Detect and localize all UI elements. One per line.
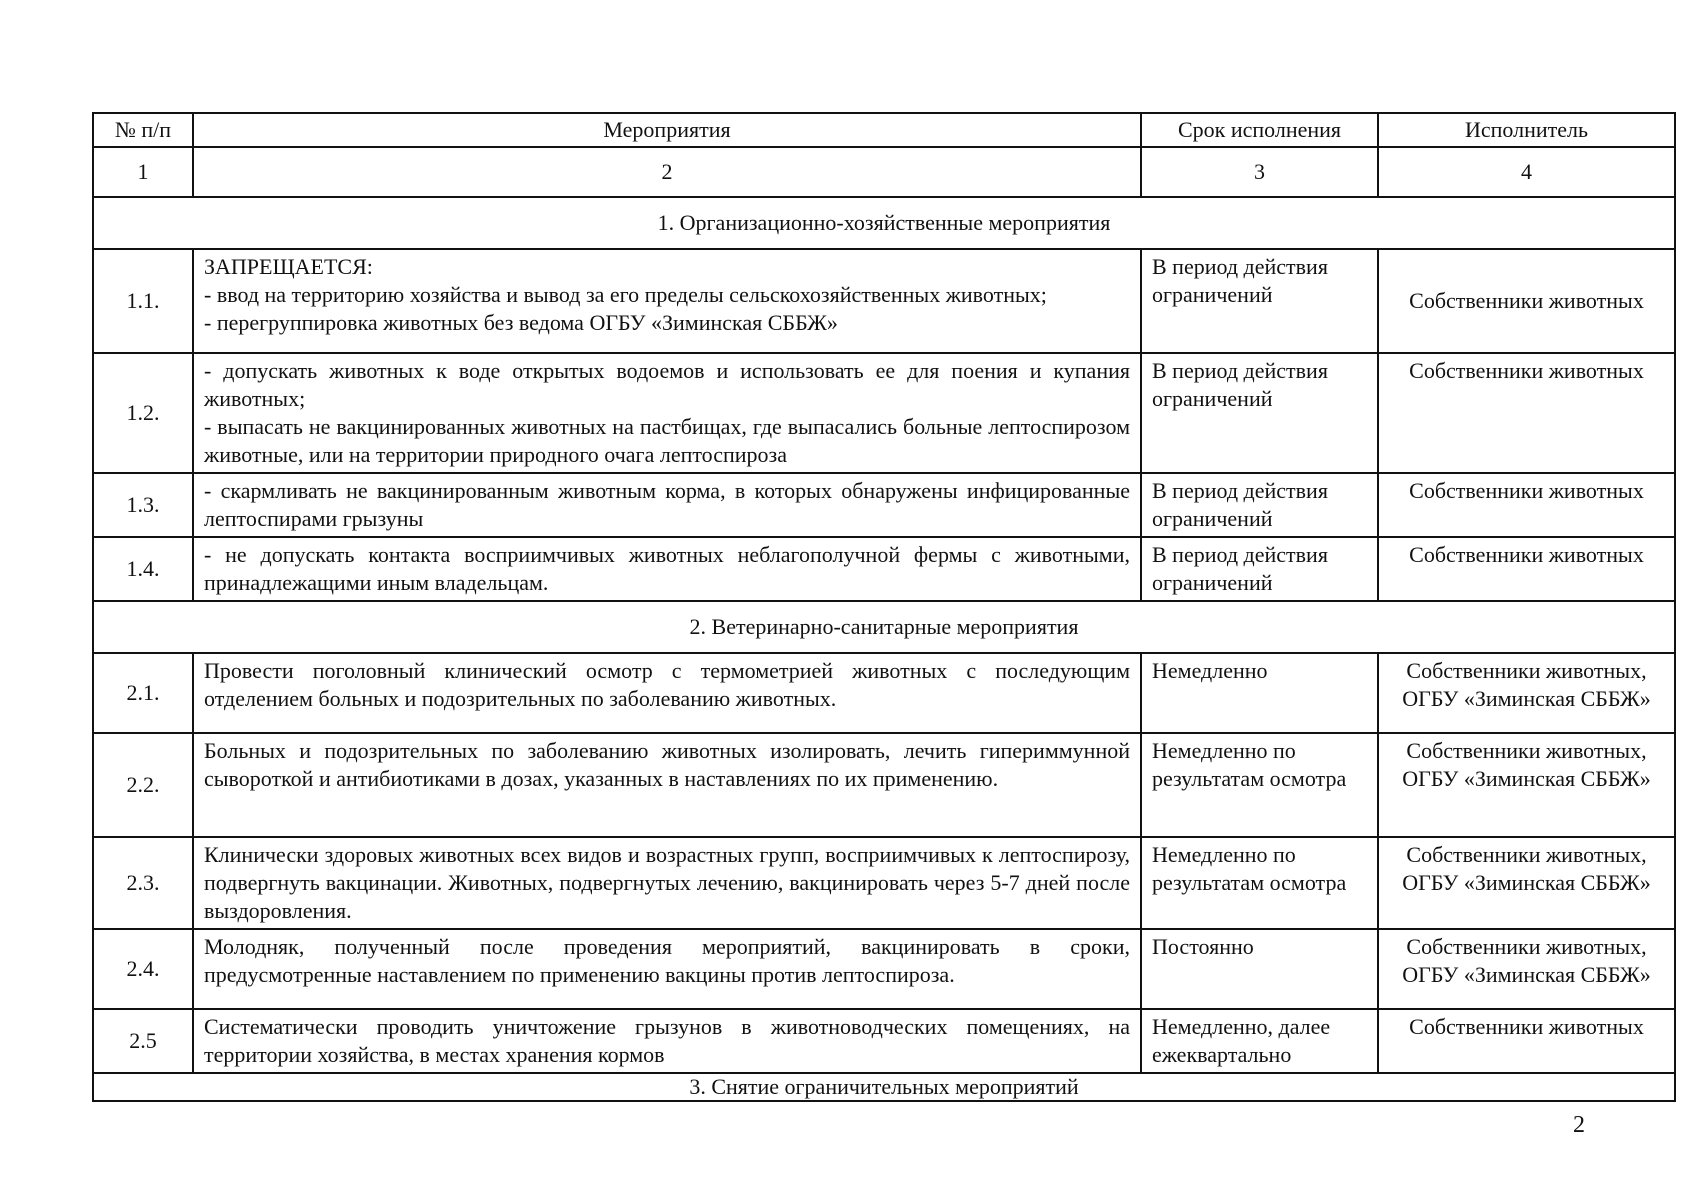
header-row <box>93 113 1675 147</box>
term-cell: Немедленно по результатам осмотра <box>1141 837 1378 929</box>
executor-cell: Собственники животных, ОГБУ «Зиминская СББЖ» <box>1378 653 1675 733</box>
measure-line: Клинически здоровых животных всех видов и возрастных групп, восприимчивых к лептоспирозу, подвергнуть вакцинации. Животных, подвергнутых лечению, вакцинировать через 5-7 дней после выздоровления. <box>204 842 1130 923</box>
table-body <box>93 113 1675 1101</box>
row-number: 1.4. <box>93 537 193 601</box>
row-number: 2.2. <box>93 733 193 837</box>
header-executor: Исполнитель <box>1378 113 1675 147</box>
row-number: 2.4. <box>93 929 193 1009</box>
measure-line: - скармливать не вакцинированным животным корма, в которых обнаружены инфицированные лептоспирами грызуны <box>204 478 1130 531</box>
section-row <box>93 197 1675 249</box>
table-row <box>93 653 1675 733</box>
row-number: 1.1. <box>93 249 193 353</box>
term-cell: Постоянно <box>1141 929 1378 1009</box>
column-number-3: 3 <box>1141 147 1378 197</box>
term-cell: В период действия ограничений <box>1141 473 1378 537</box>
column-number-1: 1 <box>93 147 193 197</box>
table-row <box>93 249 1675 353</box>
header-term: Срок исполнения <box>1141 113 1378 147</box>
measures-table <box>92 112 1676 1102</box>
header-number: № п/п <box>93 113 193 147</box>
table-row <box>93 473 1675 537</box>
table-row <box>93 537 1675 601</box>
executor-cell: Собственники животных <box>1378 537 1675 601</box>
measure-line: - выпасать не вакцинированных животных на пастбищах, где выпасались больные лептоспирозом животные, или на территории природного очага лептоспироза <box>204 414 1130 467</box>
page-number: 2 <box>1573 1112 1585 1138</box>
executor-cell: Собственники животных, ОГБУ «Зиминская СББЖ» <box>1378 733 1675 837</box>
term-cell: Немедленно, далее ежеквартально <box>1141 1009 1378 1073</box>
row-number: 1.3. <box>93 473 193 537</box>
row-number: 2.5 <box>93 1009 193 1073</box>
measure-line: ЗАПРЕЩАЕТСЯ: <box>204 254 373 279</box>
section-row <box>93 1073 1675 1101</box>
term-cell: В период действия ограничений <box>1141 537 1378 601</box>
term-cell: Немедленно <box>1141 653 1378 733</box>
measure-text <box>193 473 1141 537</box>
row-number: 2.1. <box>93 653 193 733</box>
section-title: 3. Снятие ограничительных мероприятий <box>93 1073 1675 1101</box>
table-row <box>93 837 1675 929</box>
column-number-2: 2 <box>193 147 1141 197</box>
executor-cell: Собственники животных <box>1378 353 1675 473</box>
measure-line: Больных и подозрительных по заболеванию животных изолировать, лечить гипериммунной сывороткой и антибиотиками в дозах, указанных в наставлениях по их применению. <box>204 738 1130 791</box>
measure-text <box>193 929 1141 1009</box>
measure-text <box>193 537 1141 601</box>
executor-cell: Собственники животных <box>1378 1009 1675 1073</box>
measure-line: - допускать животных к воде открытых водоемов и использовать ее для поения и купания животных; <box>204 358 1130 411</box>
measure-line: Провести поголовный клинический осмотр с термометрией животных с последующим отделением больных и подозрительных по заболеванию животных. <box>204 658 1130 711</box>
table-row <box>93 733 1675 837</box>
measure-text <box>193 733 1141 837</box>
section-row <box>93 601 1675 653</box>
executor-cell: Собственники животных <box>1378 249 1675 353</box>
header-measures: Мероприятия <box>193 113 1141 147</box>
table-row <box>93 929 1675 1009</box>
measure-line: - не допускать контакта восприимчивых животных неблагополучной фермы с животными, принадлежащими иным владельцам. <box>204 542 1130 595</box>
term-cell: В период действия ограничений <box>1141 353 1378 473</box>
section-title: 2. Ветеринарно-санитарные мероприятия <box>93 601 1675 653</box>
measure-line: - перегруппировка животных без ведома ОГБУ «Зиминская СББЖ» <box>204 310 838 335</box>
row-number: 1.2. <box>93 353 193 473</box>
section-title: 1. Организационно-хозяйственные мероприятия <box>93 197 1675 249</box>
executor-cell: Собственники животных, ОГБУ «Зиминская СББЖ» <box>1378 837 1675 929</box>
executor-cell: Собственники животных, ОГБУ «Зиминская СББЖ» <box>1378 929 1675 1009</box>
measure-line: Молодняк, полученный после проведения мероприятий, вакцинировать в сроки, предусмотренные наставлением по применению вакцины против лептоспироза. <box>204 934 1130 987</box>
column-number-4: 4 <box>1378 147 1675 197</box>
measure-line: Систематически проводить уничтожение грызунов в животноводческих помещениях, на территории хозяйства, в местах хранения кормов <box>204 1014 1130 1067</box>
table-row <box>93 1009 1675 1073</box>
measure-text <box>193 353 1141 473</box>
measure-text <box>193 249 1141 353</box>
measure-text <box>193 837 1141 929</box>
executor-cell: Собственники животных <box>1378 473 1675 537</box>
term-cell: Немедленно по результатам осмотра <box>1141 733 1378 837</box>
measure-text <box>193 1009 1141 1073</box>
row-number: 2.3. <box>93 837 193 929</box>
measure-line: - ввод на территорию хозяйства и вывод за его пределы сельскохозяйственных животных; <box>204 282 1047 307</box>
table-row <box>93 353 1675 473</box>
term-cell: В период действия ограничений <box>1141 249 1378 353</box>
measure-text <box>193 653 1141 733</box>
column-number-row <box>93 147 1675 197</box>
